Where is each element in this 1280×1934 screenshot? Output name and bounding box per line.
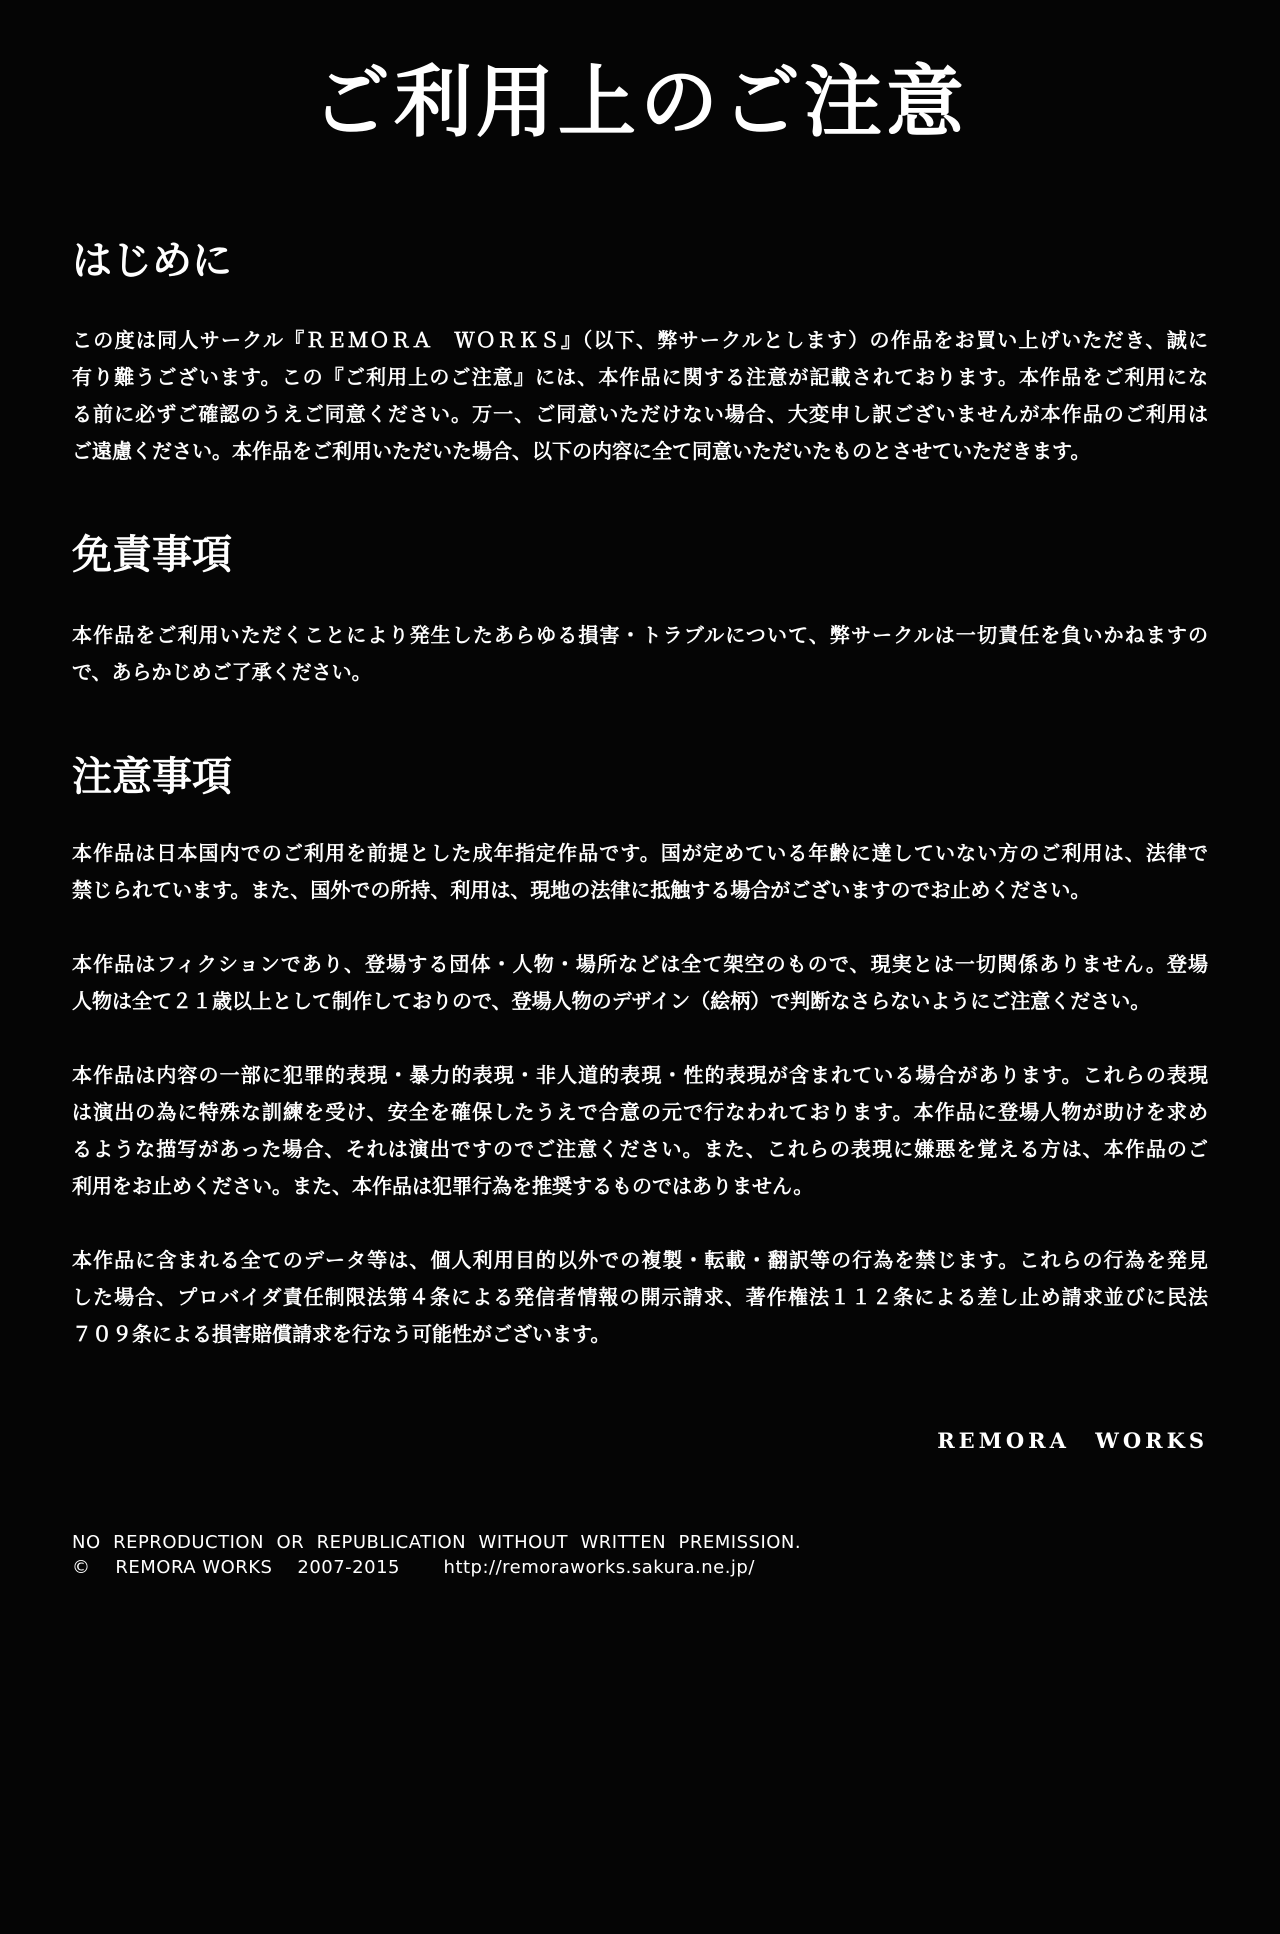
copyright-line: © REMORA WORKS 2007-2015 http://remoraworks.sakura.ne.jp/ — [72, 1557, 755, 1578]
section-heading-introduction: はじめに — [72, 237, 232, 284]
signature: REMORA WORKS — [937, 1428, 1208, 1453]
text-line: この度は同人サークル『ＲＥＭＯＲＡ ＷＯＲＫＳ』（以下、弊サークルとします）の作品をお買い上げいただき、誠に — [72, 328, 1208, 352]
text-line: 利用をお止めください。また、本作品は犯罪行為を推奨するものではありません。 — [72, 1174, 814, 1198]
disclaimer-paragraph — [72, 617, 1208, 691]
text-line: で、あらかじめご了承ください。 — [72, 660, 372, 684]
notes-paragraph-3 — [72, 1057, 1208, 1205]
text-line: るような描写があった場合、それは演出ですのでご注意ください。また、これらの表現に嫌悪を覚える方は、本作品のご — [72, 1137, 1208, 1161]
text-line: 人物は全て２１歳以上として制作しておりので、登場人物のデザイン（絵柄）で判断なさらないようにご注意ください。 — [72, 989, 1151, 1013]
copyright-notice: NO REPRODUCTION OR REPUBLICATION WITHOUT WRITTEN PREMISSION. — [72, 1532, 802, 1553]
text-line: 本作品は日本国内でのご利用を前提とした成年指定作品です。国が定めている年齢に達していない方のご利用は、法律で — [72, 841, 1208, 865]
text-line: 本作品はフィクションであり、登場する団体・人物・場所などは全て架空のもので、現実とは一切関係ありません。登場 — [72, 952, 1208, 976]
text-line: 禁じられています。また、国外での所持、利用は、現地の法律に抵触する場合がございますのでお止めください。 — [72, 878, 1091, 902]
section-heading-notes: 注意事項 — [72, 753, 232, 800]
footer — [72, 1530, 801, 1580]
intro-paragraph — [72, 322, 1208, 470]
text-line: ご遠慮ください。本作品をご利用いただいた場合、以下の内容に全て同意いただいたものとさせていただきます。 — [72, 439, 1091, 463]
text-line: る前に必ずご確認のうえご同意ください。万一、ご同意いただけない場合、大変申し訳ございませんが本作品のご利用は — [72, 402, 1208, 426]
text-line: 本作品は内容の一部に犯罪的表現・暴力的表現・非人道的表現・性的表現が含まれている場合があります。これらの表現 — [72, 1063, 1208, 1087]
notes-paragraph-1 — [72, 835, 1208, 909]
notes-paragraph-2 — [72, 946, 1208, 1020]
text-line: ７０９条による損害賠償請求を行なう可能性がございます。 — [72, 1322, 611, 1346]
notes-paragraph-4 — [72, 1242, 1208, 1353]
section-heading-disclaimer: 免責事項 — [72, 531, 232, 578]
text-line: した場合、プロバイダ責任制限法第４条による発信者情報の開示請求、著作権法１１２条による差し止め請求並びに民法 — [72, 1285, 1208, 1309]
page-title: ご利用上のご注意 — [311, 57, 968, 148]
text-line: 有り難うございます。この『ご利用上のご注意』には、本作品に関する注意が記載されております。本作品をご利用にな — [72, 365, 1208, 389]
text-line: 本作品に含まれる全てのデータ等は、個人利用目的以外での複製・転載・翻訳等の行為を禁じます。これらの行為を発見 — [72, 1248, 1208, 1272]
text-line: 本作品をご利用いただくことにより発生したあらゆる損害・トラブルについて、弊サークルは一切責任を負いかねますの — [72, 623, 1208, 647]
text-line: は演出の為に特殊な訓練を受け、安全を確保したうえで合意の元で行なわれております。本作品に登場人物が助けを求め — [72, 1100, 1208, 1124]
